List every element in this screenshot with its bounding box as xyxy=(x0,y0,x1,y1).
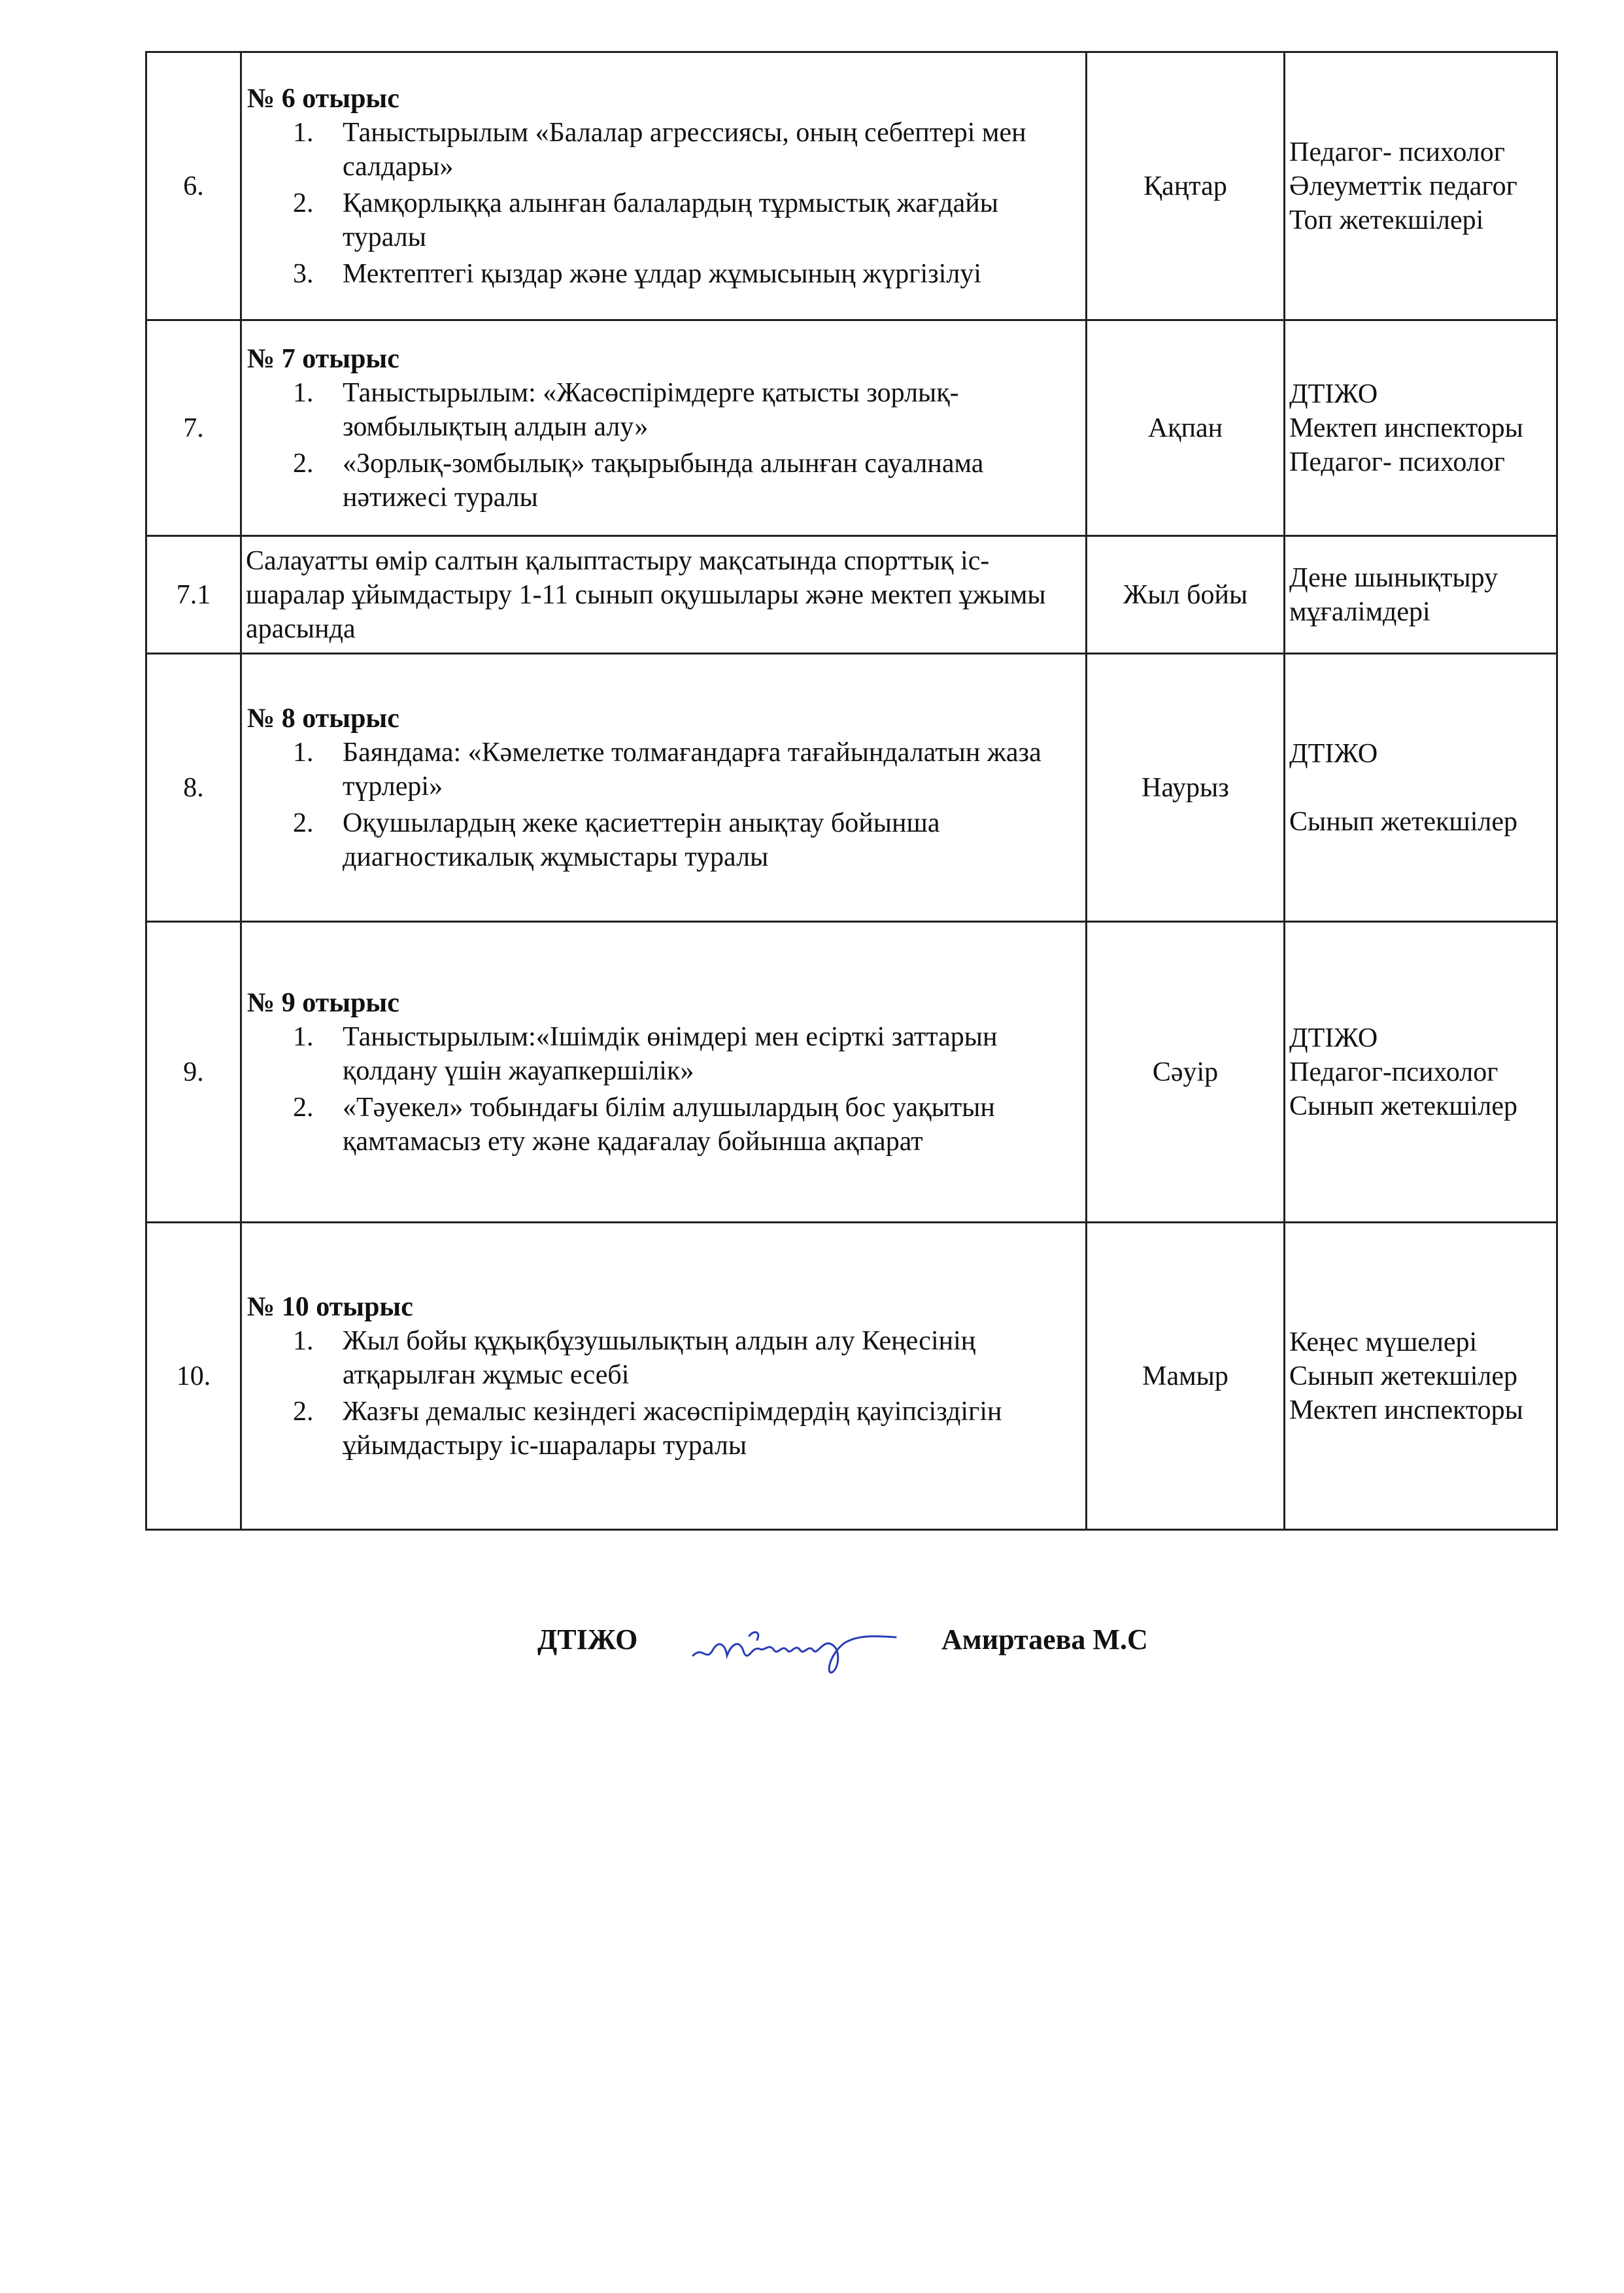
row-number: 6. xyxy=(146,52,241,320)
plan-table xyxy=(145,51,1558,1531)
row-content xyxy=(241,320,1087,536)
handwritten-signature xyxy=(686,1610,902,1682)
row-number: 9. xyxy=(146,922,241,1223)
row-responsible: Педагог- психолог Әлеуметтік педагог Топ жетекшілері xyxy=(1285,52,1557,320)
row-month: Мамыр xyxy=(1087,1223,1285,1530)
row-number: 7.1 xyxy=(146,536,241,654)
row-responsible: ДТІЖО Педагог-психолог Сынып жетекшілер xyxy=(1285,922,1557,1223)
session-title: № 7 отырыс xyxy=(247,343,399,374)
list-item: 1. Жыл бойы құқықбұзушылықтың алдын алу Кеңесінің атқарылған жұмыс есебі xyxy=(293,1325,976,1390)
session-title: № 8 отырыс xyxy=(247,703,399,734)
table-row xyxy=(146,320,1557,536)
list-item: 1. Баяндама: «Кәмелетке толмағандарға тағайындалатын жаза түрлері» xyxy=(293,737,1041,802)
table-row xyxy=(146,1223,1557,1530)
row-number: 10. xyxy=(146,1223,241,1530)
row-responsible: Дене шынықтыру мұғалімдері xyxy=(1285,536,1557,654)
list-item: 2. «Зорлық-зомбылық» тақырыбында алынған сауалнама нәтижесі туралы xyxy=(293,448,984,513)
signature-block xyxy=(0,1610,1624,1688)
row-responsible: ДТІЖО Мектеп инспекторы Педагог- психолог xyxy=(1285,320,1557,536)
table-row xyxy=(146,654,1557,922)
row-responsible: Кеңес мүшелері Сынып жетекшілер Мектеп инспекторы xyxy=(1285,1223,1557,1530)
row-month: Сәуір xyxy=(1087,922,1285,1223)
row-month: Ақпан xyxy=(1087,320,1285,536)
list-item: 2. Жазғы демалыс кезіндегі жасөспірімдердің қауіпсіздігін ұйымдастыру іс-шаралары туралы xyxy=(293,1396,1002,1461)
row-number: 7. xyxy=(146,320,241,536)
agenda-list xyxy=(247,736,1080,874)
row-month: Қаңтар xyxy=(1087,52,1285,320)
row-content xyxy=(241,654,1087,922)
table-row xyxy=(146,52,1557,320)
list-item: 1. Таныстырылым: «Жасөспірімдерге қатысты зорлық-зомбылықтың алдын алу» xyxy=(293,377,959,442)
signatory-role: ДТІЖО xyxy=(537,1623,638,1656)
list-item: 2. Оқушылардың жеке қасиеттерін анықтау бойынша диагностикалық жұмыстары туралы xyxy=(293,807,940,872)
list-item: 3. Мектептегі қыздар және ұлдар жұмысының жүргізілуі xyxy=(293,258,982,289)
row-responsible: ДТІЖО Сынып жетекшілер xyxy=(1285,654,1557,922)
agenda-list xyxy=(247,376,1080,515)
session-title: № 9 отырыс xyxy=(247,987,399,1018)
row-content: Салауатты өмір салтын қалыптастыру мақсатында спорттық іс-шаралар ұйымдастыру 1-11 сынып оқушылары және мектеп ұжымы арасында xyxy=(241,536,1087,654)
session-title: № 10 отырыс xyxy=(247,1291,413,1322)
list-item: 2. «Тәуекел» тобындағы білім алушылардың бос уақытын қамтамасыз ету және қадағалау бойынша ақпарат xyxy=(293,1092,995,1157)
row-number: 8. xyxy=(146,654,241,922)
agenda-list xyxy=(247,1020,1080,1159)
agenda-list xyxy=(247,1324,1080,1463)
row-content xyxy=(241,922,1087,1223)
table-row xyxy=(146,536,1557,654)
signatory-name: Амиртаева М.С xyxy=(941,1623,1148,1656)
row-month: Наурыз xyxy=(1087,654,1285,922)
row-content xyxy=(241,52,1087,320)
list-item: 1. Таныстырылым «Балалар агрессиясы, оның себептері мен салдары» xyxy=(293,117,1026,182)
session-title: № 6 отырыс xyxy=(247,83,399,114)
row-month: Жыл бойы xyxy=(1087,536,1285,654)
table-row xyxy=(146,922,1557,1223)
row-content xyxy=(241,1223,1087,1530)
agenda-list xyxy=(247,116,1080,291)
list-item: 1. Таныстырылым:«Ішімдік өнімдері мен есірткі заттарын қолдану үшін жауапкершілік» xyxy=(293,1021,998,1086)
list-item: 2. Қамқорлыққа алынған балалардың тұрмыстық жағдайы туралы xyxy=(293,188,998,252)
